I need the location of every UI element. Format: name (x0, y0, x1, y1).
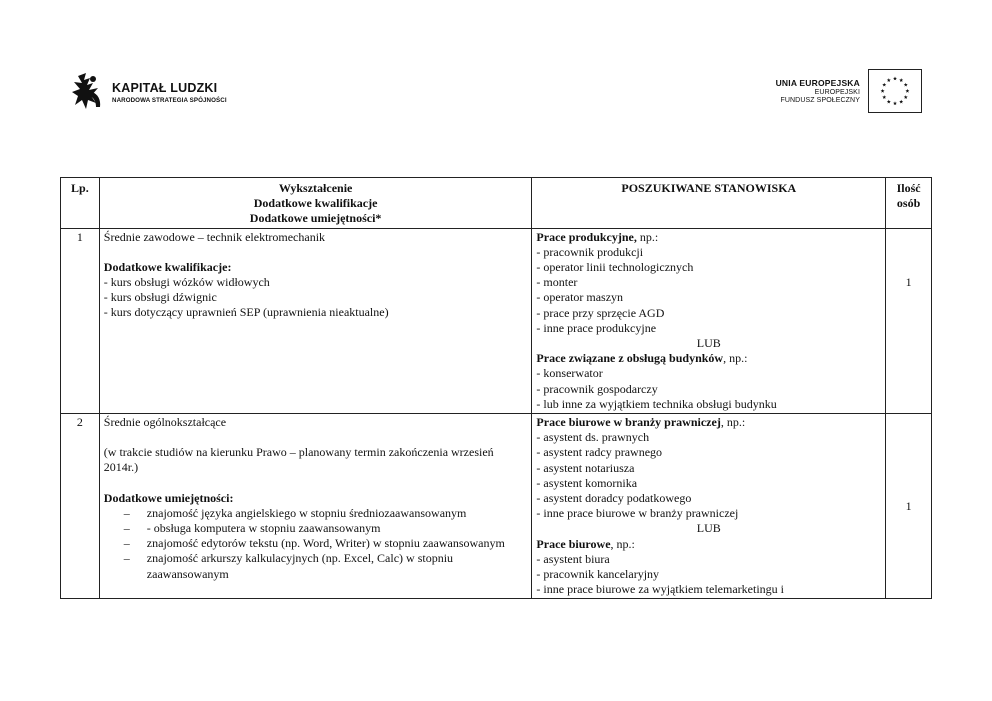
position-item: - inne prace biurowe w branży prawniczej (536, 506, 739, 521)
position-item: - inne prace produkcyjne (536, 320, 657, 335)
skills-label: Dodatkowe umiejętności: (103, 490, 234, 505)
position-item: - konserwator (536, 366, 603, 381)
position-group-title: Prace produkcyjne, np.: (536, 229, 659, 244)
row-number: 1 (61, 228, 100, 413)
eu-flag-icon (868, 69, 922, 113)
position-item: - monter (536, 275, 578, 290)
eu-star (905, 89, 909, 93)
qualification-item: - kurs obsługi wózków widłowych (103, 275, 270, 290)
eu-title: UNIA EUROPEJSKA (775, 78, 860, 88)
or-separator: LUB (696, 336, 721, 351)
position-item: - inne prace biurowe za wyjątkiem telemarketingu i (536, 582, 784, 597)
eu-star (887, 78, 891, 82)
header-education-line-1: Wykształcenie (278, 181, 353, 195)
position-group-title: Prace biurowe, np.: (536, 536, 635, 551)
position-item: - asystent komornika (536, 475, 638, 490)
row-number: 2 (61, 414, 100, 599)
position-item: - asystent notariusza (536, 460, 635, 475)
position-group-title: Prace biurowe w branży prawniczej, np.: (536, 415, 746, 430)
position-item: - prace przy sprzęcie AGD (536, 305, 665, 320)
education-text: Średnie ogólnokształcące (103, 415, 227, 430)
positions-cell (532, 228, 886, 413)
table-row (61, 414, 932, 599)
position-item: - pracownik kancelaryjny (536, 567, 660, 582)
count-value: 1 (905, 275, 912, 290)
position-item: - pracownik produkcji (536, 244, 644, 259)
position-item: - operator maszyn (536, 290, 624, 305)
eu-star (904, 95, 908, 99)
count-cell (886, 414, 932, 599)
header-count (886, 178, 932, 229)
position-item: - pracownik gospodarczy (536, 381, 658, 396)
education-text: Średnie zawodowe – technik elektromechanik (103, 229, 326, 244)
qualification-item: - kurs obsługi dźwignic (103, 290, 217, 305)
header-lp: Lp. (61, 178, 100, 229)
table-row (61, 228, 932, 413)
qualification-item: - kurs dotyczący uprawnień SEP (uprawnienia nieaktualne) (103, 305, 389, 320)
eu-star (899, 78, 903, 82)
eu-line-1: EUROPEJSKI (814, 89, 860, 96)
position-item: - operator linii technologicznych (536, 260, 694, 275)
kapital-ludzki-figure-icon (70, 72, 106, 112)
skill-item: – znajomość edytorów tekstu (np. Word, Writer) w stopniu zaawansowanym (123, 536, 505, 551)
eu-star (893, 76, 897, 80)
skill-item: – - obsługa komputera w stopniu zaawansowanym (123, 521, 381, 536)
positions-table (60, 177, 932, 599)
kapital-ludzki-logo (70, 72, 227, 112)
kapital-ludzki-subtitle: NARODOWA STRATEGIA SPÓJNOŚCI (112, 96, 227, 104)
education-cell (99, 228, 532, 413)
eu-star (882, 83, 886, 87)
eu-star (887, 100, 891, 104)
count-value: 1 (905, 498, 912, 513)
position-item: - asystent doradcy podatkowego (536, 491, 692, 506)
position-item: - asystent biura (536, 551, 610, 566)
eu-star (882, 95, 886, 99)
education-cell (99, 414, 532, 599)
or-separator: LUB (696, 521, 721, 536)
position-item: - asystent ds. prawnych (536, 430, 650, 445)
skill-item: – znajomość języka angielskiego w stopniu średniozaawansowanym (123, 505, 467, 520)
skill-item: – znajomość arkurszy kalkulacyjnych (np. Excel, Calc) w stopniu zaawansowanym (123, 551, 454, 581)
count-cell (886, 228, 932, 413)
eu-star (904, 83, 908, 87)
position-group-title: Prace związane z obsługą budynków, np.: (536, 351, 748, 366)
header-education (99, 178, 532, 229)
eu-logo (776, 69, 922, 113)
qualifications-label: Dodatkowe kwalifikacje: (103, 259, 232, 274)
header-positions: POSZUKIWANE STANOWISKA (532, 178, 886, 229)
position-item: - asystent radcy prawnego (536, 445, 663, 460)
positions-cell (532, 414, 886, 599)
kapital-ludzki-title: KAPITAŁ LUDZKI (112, 80, 218, 95)
eu-line-2: FUNDUSZ SPOŁECZNY (780, 97, 860, 104)
header-count-line-1: Ilość (896, 181, 921, 195)
table-header-row (61, 178, 932, 229)
eu-star (893, 101, 897, 105)
eu-star (899, 100, 903, 104)
header-education-line-3: Dodatkowe umiejętności* (249, 211, 382, 226)
eu-star (881, 89, 885, 93)
position-item: - lub inne za wyjątkiem technika obsługi budynku (536, 396, 777, 411)
study-note: (w trakcie studiów na kierunku Prawo – planowany termin zakończenia wrzesień 2014r.) (103, 445, 494, 475)
header-education-line-2: Dodatkowe kwalifikacje (253, 196, 378, 211)
header-count-line-2: osób (896, 196, 921, 211)
